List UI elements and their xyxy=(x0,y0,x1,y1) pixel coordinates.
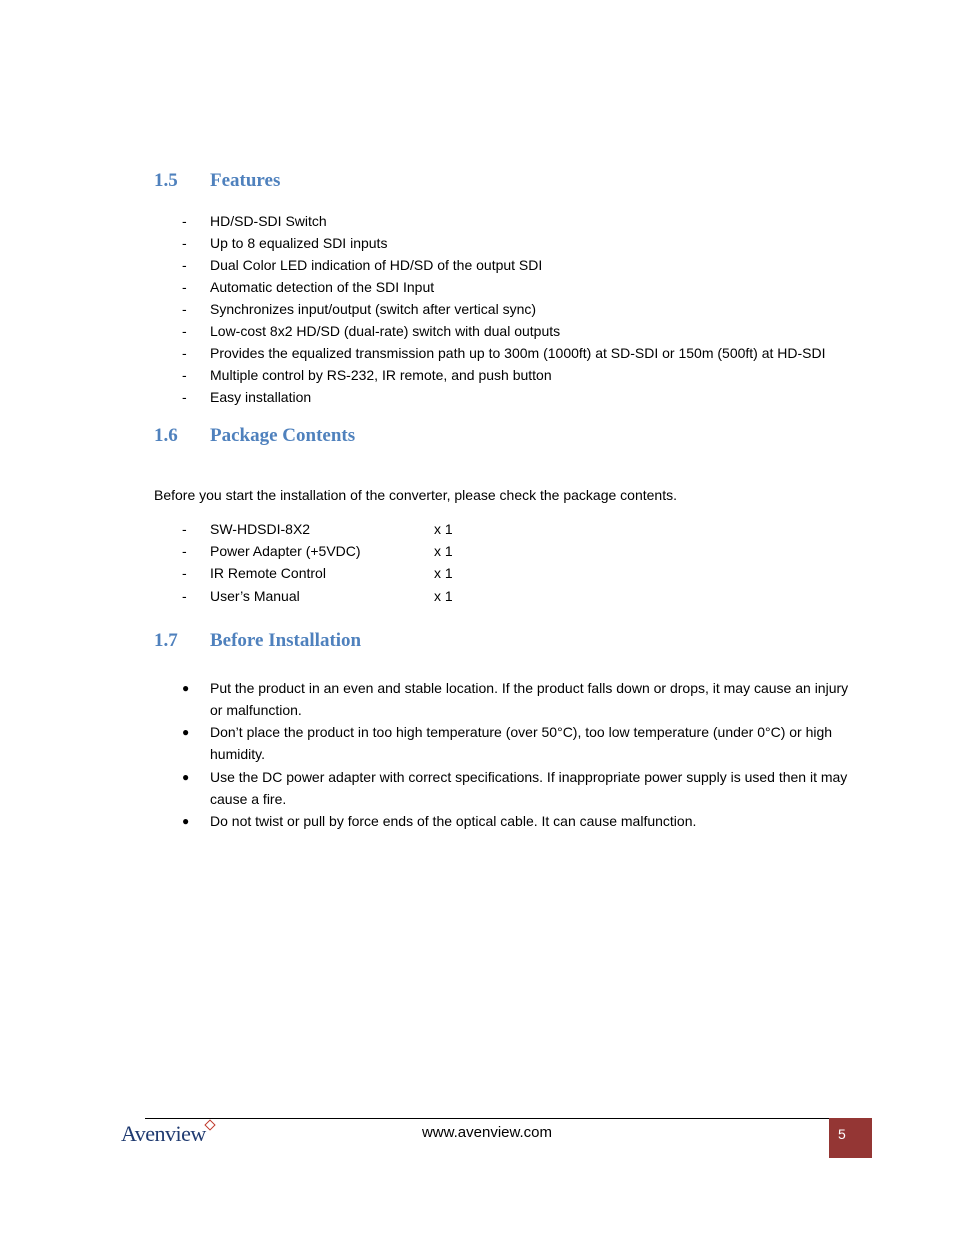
package-item-qty: x 1 xyxy=(434,521,453,537)
package-item-qty: x 1 xyxy=(434,588,453,604)
bullet-text: Don’t place the product in too high temperature (over 50°C), too low temperature (under 0°C) or high humidity. xyxy=(210,724,833,762)
bullet-text: Put the product in an even and stable location. If the product falls down or drops, it may cause an injury or malfunction. xyxy=(210,680,849,718)
dash-marker: - xyxy=(182,257,187,273)
bullet-icon: ● xyxy=(182,814,190,828)
section-number: 1.7 xyxy=(154,630,178,651)
package-item-name: IR Remote Control xyxy=(210,565,326,581)
list-item-text: Synchronizes input/output (switch after vertical sync) xyxy=(210,301,537,317)
bullet-text: Use the DC power adapter with correct specifications. If inappropriate power supply is used then it may cause a fire. xyxy=(210,769,848,807)
dash-marker: - xyxy=(182,345,187,361)
section-heading-features xyxy=(154,170,280,192)
avenview-logo: Avenview xyxy=(121,1121,206,1146)
list-item-text: Low-cost 8x2 HD/SD (dual-rate) switch with dual outputs xyxy=(210,323,561,339)
list-item-text: HD/SD-SDI Switch xyxy=(210,213,327,229)
dash-marker: - xyxy=(182,389,187,405)
list-item-text: Up to 8 equalized SDI inputs xyxy=(210,235,388,251)
bullet-text: Do not twist or pull by force ends of the optical cable. It can cause malfunction. xyxy=(210,813,697,829)
dash-marker: - xyxy=(182,565,187,581)
section-heading-before-installation xyxy=(154,630,361,652)
section-number: 1.6 xyxy=(154,425,178,446)
package-intro: Before you start the installation of the converter, please check the package contents. xyxy=(154,487,677,503)
list-item-text: Provides the equalized transmission path up to 300m (1000ft) at SD-SDI or 150m (500ft) at HD-SDI xyxy=(210,345,826,361)
section-heading-package-contents xyxy=(154,425,355,447)
dash-marker: - xyxy=(182,279,187,295)
dash-marker: - xyxy=(182,521,187,537)
section-title: Before Installation xyxy=(210,630,362,651)
package-item-qty: x 1 xyxy=(434,543,453,559)
section-number: 1.5 xyxy=(154,170,178,191)
page-number-box xyxy=(829,1118,872,1158)
section-title: Package Contents xyxy=(210,425,356,446)
dash-marker: - xyxy=(182,235,187,251)
dash-marker: - xyxy=(182,367,187,383)
dash-marker: - xyxy=(182,588,187,604)
footer-divider xyxy=(145,1118,829,1119)
page-number: 5 xyxy=(838,1126,846,1142)
dash-marker: - xyxy=(182,301,187,317)
package-item-qty: x 1 xyxy=(434,565,453,581)
section-title: Features xyxy=(210,170,281,191)
list-item-text: Easy installation xyxy=(210,389,312,405)
bullet-icon: ● xyxy=(182,725,190,739)
list-item-text: Multiple control by RS-232, IR remote, and push button xyxy=(210,367,552,383)
dash-marker: - xyxy=(182,323,187,339)
package-item-name: SW-HDSDI-8X2 xyxy=(210,521,311,537)
list-item-text: Dual Color LED indication of HD/SD of the output SDI xyxy=(210,257,543,273)
package-item-name: User’s Manual xyxy=(210,588,300,604)
list-item-text: Automatic detection of the SDI Input xyxy=(210,279,435,295)
bullet-icon: ● xyxy=(182,681,190,695)
package-item-name: Power Adapter (+5VDC) xyxy=(210,543,361,559)
dash-marker: - xyxy=(182,543,187,559)
bullet-icon: ● xyxy=(182,770,190,784)
dash-marker: - xyxy=(182,213,187,229)
footer-url: www.avenview.com xyxy=(421,1124,553,1141)
